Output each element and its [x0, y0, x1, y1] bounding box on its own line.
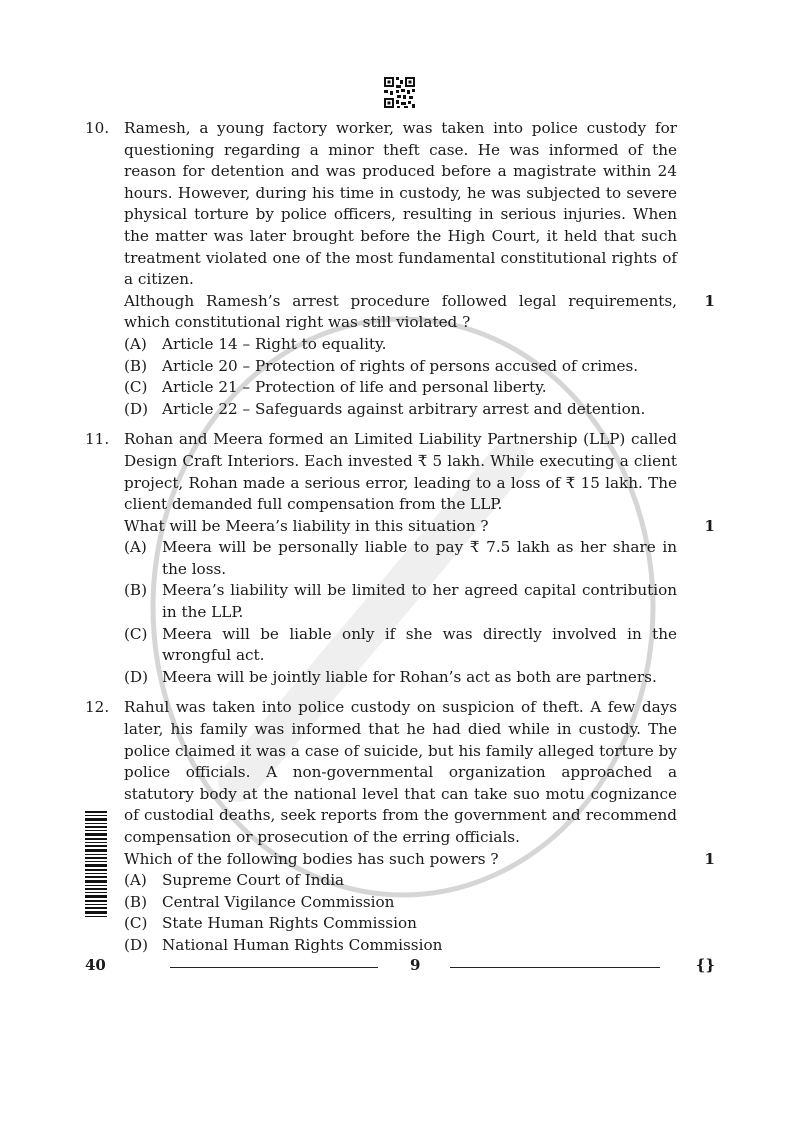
option-label: (A)	[124, 334, 147, 353]
option-text: Meera’s liability will be limited to her agreed capital contribution in the LLP.	[162, 581, 677, 622]
footer-mark: {}	[695, 956, 715, 974]
option-label: (C)	[124, 378, 148, 397]
option-text: Article 20 – Protection of rights of persons accused of crimes.	[162, 356, 639, 375]
question-10	[85, 118, 715, 420]
footer-divider-right	[450, 967, 660, 968]
option-text: Central Vigilance Commission	[162, 892, 395, 911]
option-a[interactable]	[124, 334, 677, 356]
option-label: (D)	[124, 935, 149, 954]
option-c[interactable]	[124, 377, 677, 399]
option-b[interactable]	[124, 356, 677, 378]
option-b[interactable]	[124, 580, 677, 623]
question-list	[85, 118, 715, 966]
question-stem: Which of the following bodies has such powers ?	[124, 849, 499, 868]
option-label: (B)	[124, 356, 148, 375]
option-label: (A)	[124, 538, 147, 557]
option-text: National Human Rights Commission	[162, 935, 443, 954]
question-paragraph: Rohan and Meera formed an Limited Liability Partnership (LLP) called Design Craft Interiors. Each invested ₹ 5 lakh. While executing a client project, Rohan made a serious error, leading to a loss of ₹ 15 lakh. The client demanded full compensation from the LLP.	[124, 430, 677, 514]
option-a[interactable]	[124, 870, 677, 892]
marks-label: 1	[704, 849, 715, 868]
option-b[interactable]	[124, 892, 677, 914]
option-d[interactable]	[124, 399, 677, 421]
option-d[interactable]	[124, 667, 677, 689]
option-label: (C)	[124, 914, 148, 933]
option-text: Article 21 – Protection of life and personal liberty.	[162, 378, 547, 397]
page-number: 9	[410, 956, 421, 974]
option-label: (D)	[124, 399, 149, 418]
option-label: (B)	[124, 581, 148, 600]
option-text: Meera will be personally liable to pay ₹ 7.5 lakh as her share in the loss.	[162, 538, 677, 578]
option-c[interactable]	[124, 913, 677, 935]
option-text: Article 22 – Safeguards against arbitrary arrest and detention.	[162, 399, 646, 418]
option-label: (C)	[124, 624, 148, 643]
qr-code-icon	[383, 76, 416, 109]
option-label: (D)	[124, 667, 149, 686]
question-paragraph: Rahul was taken into police custody on suspicion of theft. A few days later, his family was informed that he had died while in custody. The police claimed it was a case of suicide, but his family alleged torture by police officials. A non-governmental organization approached a statutory body at the national level that can take suo motu cognizance of custodial deaths, seek reports from the government and recommend compensation or prosecution of the erring officials.	[124, 698, 677, 846]
option-a[interactable]	[124, 537, 677, 580]
option-text: Article 14 – Right to equality.	[162, 334, 387, 353]
option-text: Meera will be liable only if she was directly involved in the wrongful act.	[162, 624, 677, 665]
option-label: (A)	[124, 871, 147, 890]
question-paragraph: Ramesh, a young factory worker, was taken into police custody for questioning regarding a minor theft case. He was informed of the reason for detention and was produced before a magistrate within 24 hours. However, during his time in custody, he was subjected to severe physical torture by police officers, resulting in serious injuries. When the matter was later brought before the High Court, it held that such treatment violated one of the most fundamental constitutional rights of a citizen.	[124, 119, 677, 289]
footer-code: 40	[85, 956, 106, 974]
marks-label: 1	[704, 291, 715, 310]
option-text: Supreme Court of India	[162, 871, 345, 890]
option-d[interactable]	[124, 935, 677, 957]
question-number: 11.	[85, 430, 110, 449]
option-text: Meera will be jointly liable for Rohan’s act as both are partners.	[162, 667, 657, 686]
footer-divider-left	[170, 967, 378, 968]
question-11	[85, 429, 715, 688]
question-12	[85, 697, 715, 956]
question-stem: What will be Meera’s liability in this situation ?	[124, 516, 489, 535]
marks-label: 1	[704, 516, 715, 535]
option-label: (B)	[124, 892, 148, 911]
question-number: 12.	[85, 698, 110, 717]
question-stem: Although Ramesh’s arrest procedure followed legal requirements, which constitutional right was still violated ?	[124, 291, 677, 332]
option-text: State Human Rights Commission	[162, 914, 417, 933]
page-footer	[85, 956, 715, 980]
option-c[interactable]	[124, 624, 677, 667]
question-number: 10.	[85, 119, 110, 137]
